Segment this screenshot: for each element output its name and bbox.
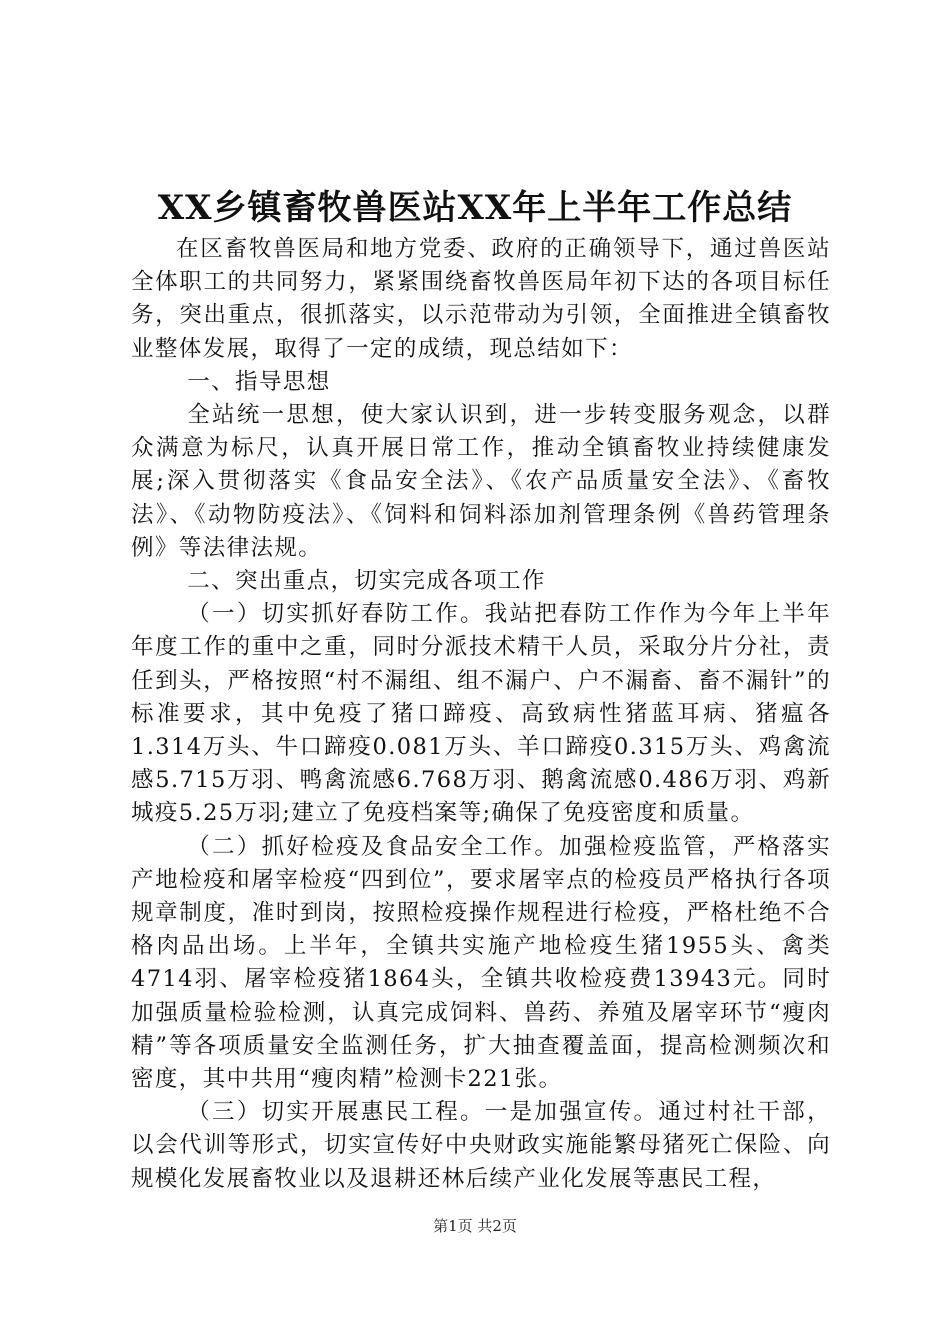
paragraph-intro: 在区畜牧兽医局和地方党委、政府的正确领导下，通过兽医站全体职工的共同努力，紧紧围绕畜牧兽医局年初下达的各项目标任务，突出重点，很抓落实，以示范带动为引领，全面推进全镇畜牧业整体发展，取得了一定的成绩，现总结如下： bbox=[131, 236, 831, 362]
document-title: XX乡镇畜牧兽医站XX年上半年工作总结 bbox=[157, 188, 793, 228]
paragraph-benefit-projects: （三）切实开展惠民工程。一是加强宣传。通过村社干部，以会代训等形式，切实宣传好中央财政实施能繁母猪死亡保险、向规模化发展畜牧业以及退耕还林后续产业化发展等惠民工程， bbox=[131, 1099, 831, 1192]
section-heading-2: 二、突出重点，切实完成各项工作 bbox=[187, 568, 546, 595]
section-heading-1: 一、指导思想 bbox=[187, 368, 331, 395]
paragraph-quarantine-food-safety: （二）抓好检疫及食品安全工作。加强检疫监管，严格落实产地检疫和屠宰检疫“四到位”，要求屠宰点的检疫员严格执行各项规章制度，准时到岗，按照检疫操作规程进行检疫，严格杜绝不合格肉品出场。上半年，全镇共实施产地检疫生猪1955头、禽类4714羽、屠宰检疫猪1864头，全镇共收检疫费13943元。同时加强质量检验检测，认真完成饲料、兽药、养殖及屠宰环节“瘦肉精”等各项质量安全监测任务，扩大抽查覆盖面，提高检测频次和密度，其中共用“瘦肉精”检测卡221张。 bbox=[131, 833, 831, 1093]
paragraph-spring-prevention: （一）切实抓好春防工作。我站把春防工作作为今年上半年年度工作的重中之重，同时分派技术精干人员，采取分片分社，责任到头，严格按照“村不漏组、组不漏户、户不漏畜、畜不漏针”的标准要求，其中免疫了猪口蹄疫、高致病性猪蓝耳病、猪瘟各1.314万头、牛口蹄疫0.081万头、羊口蹄疫0.315万头、鸡禽流感5.715万羽、鸭禽流感6.768万羽、鹅禽流感0.486万羽、鸡新城疫5.25万羽;建立了免疫档案等;确保了免疫密度和质量。 bbox=[131, 601, 831, 827]
page-number-footer: 第1页 共2页 bbox=[433, 1217, 517, 1235]
paragraph-guiding-thought: 全站统一思想，使大家认识到，进一步转变服务观念，以群众满意为标尺，认真开展日常工作，推动全镇畜牧业持续健康发展;深入贯彻落实《食品安全法》、《农产品质量安全法》、《畜牧法》、《动物防疫法》、《饲料和饲料添加剂管理条例《兽药管理条例》等法律法规。 bbox=[131, 402, 831, 561]
document-body bbox=[131, 233, 831, 1196]
